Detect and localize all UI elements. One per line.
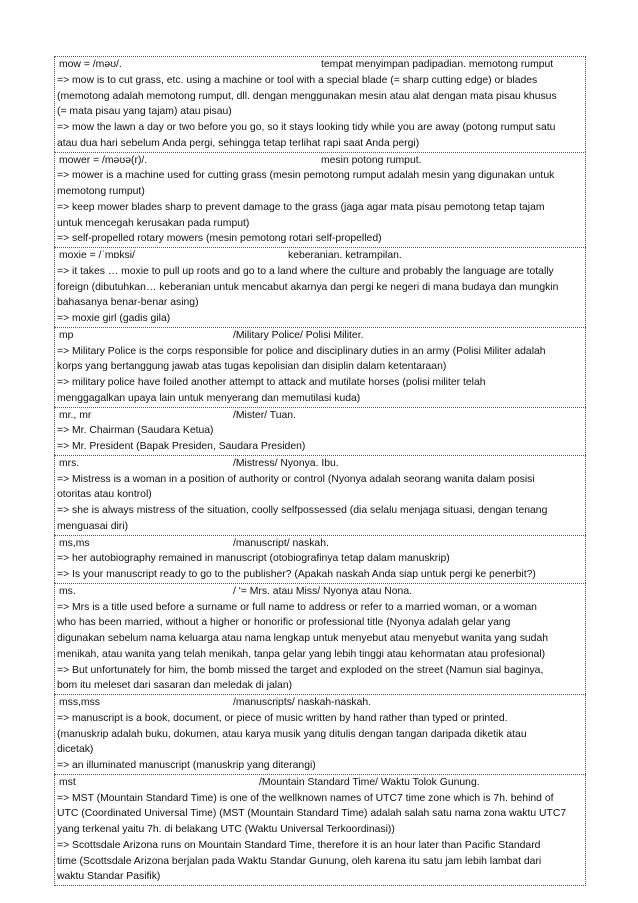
entry-line: => moxie girl (gadis gila)	[57, 313, 171, 324]
entry-term: mr., mr	[59, 409, 92, 421]
entry-mst	[54, 774, 586, 886]
entry-line: untuk mencegah kerusakan pada rumput)	[57, 217, 250, 229]
entry-term: mrs.	[59, 457, 80, 469]
entry-line: menggagalkan upaya lain untuk menyerang dan memutilasi kuda)	[57, 392, 361, 404]
entry-line: => Scottsdale Arizona runs on Mountain Standard Time, therefore it is an hour later than Pacific Standard	[57, 839, 541, 851]
entry-line: bom itu meleset dari sasaran dan meledak di jalan)	[57, 680, 293, 692]
entry-line: UTC (Coordinated Universal Time) (MST (Mountain Standard Time) adalah salah satu nama zona waktu UTC7	[57, 808, 567, 820]
entry-line: (manuskrip adalah buku, dokumen, atau karya musik yang ditulis dengan tangan daripada diketik atau	[57, 728, 527, 740]
entry-line: otoritas atau kontrol)	[57, 489, 152, 501]
entry-term: ms,ms	[59, 537, 90, 549]
entry-line: => mow is to cut grass, etc. using a machine or tool with a special blade (= sharp cutting edge) or blades	[57, 74, 538, 86]
entry-line: => military police have foiled another attempt to attack and mutilate horses (polisi militer telah	[57, 377, 486, 388]
entry-line: => mow the lawn a day or two before you go, so it stays looking tidy while you are away (potong rumput satu	[57, 122, 556, 133]
entry-line: who has been married, without a higher or honorific or professional title (Nyonya adalah gelar yang	[57, 617, 511, 629]
entry-ms-title	[54, 583, 586, 694]
dictionary-page	[54, 56, 586, 886]
entry-line: yang terkenal yaitu 7h. di belakang UTC (Waktu Universal Terkoordinasi))	[57, 824, 395, 835]
entry-line: => an illuminated manuscript (manuskrip yang diterangi)	[57, 760, 316, 771]
entry-head	[57, 248, 583, 264]
entry-mp	[54, 327, 586, 407]
entry-line: memotong rumput)	[57, 186, 145, 197]
entry-term: ms.	[59, 585, 76, 597]
entry-gloss: keberanian. ketrampilan.	[288, 250, 402, 261]
entry-line: => Mr. Chairman (Saudara Ketua)	[57, 425, 214, 437]
entry-head	[57, 456, 583, 472]
entry-line: => she is always mistress of the situation, coolly selfpossessed (dia selalu menjaga situasi, dengan tenang	[57, 505, 548, 516]
entry-line: => her autobiography remained in manuscript (otobiografinya tetap dalam manuskrip)	[57, 553, 450, 565]
entry-mrs	[54, 455, 586, 535]
entry-line: => Mr. President (Bapak Presiden, Saudara Presiden)	[57, 441, 306, 452]
entry-gloss: /Mountain Standard Time/ Waktu Tolok Gunung.	[259, 776, 480, 788]
entry-moxie	[54, 247, 586, 327]
entry-term: mss,mss	[59, 697, 100, 708]
entry-line: => Is your manuscript ready to go to the publisher? (Apakah naskah Anda siap untuk pergi ke penerbit?)	[57, 569, 536, 580]
entry-head	[57, 153, 583, 169]
entry-line: => Mrs is a title used before a surname or full name to address or refer to a married woman, or a woman	[57, 601, 537, 613]
entry-term: mower = /məʊə(r)/.	[59, 154, 148, 166]
entry-line: => mower is a machine used for cutting grass (mesin pemotong rumput adalah mesin yang digunakan untuk	[57, 170, 555, 182]
entry-mss	[54, 694, 586, 774]
entry-line: => Military Police is the corps responsible for police and disciplinary duties in an army (Polisi Militer adalah	[57, 345, 546, 357]
entry-line: => keep mower blades sharp to prevent damage to the grass (jaga agar mata pisau pemotong tetap tajam	[57, 201, 545, 213]
entry-term: mow = /məʊ/.	[59, 59, 122, 70]
entry-head	[57, 408, 583, 424]
entry-line: waktu Standar Pasifik)	[57, 871, 161, 883]
entry-gloss: /Mistress/ Nyonya. Ibu.	[233, 457, 339, 469]
entry-line: => it takes … moxie to pull up roots and go to a land where the culture and probably the language are totally	[57, 265, 554, 277]
entry-mow	[54, 56, 586, 152]
entry-line: => But unfortunately for him, the bomb missed the target and exploded on the street (Namun sial baginya,	[57, 664, 544, 676]
entry-gloss: / '= Mrs. atau Miss/ Nyonya atau Nona.	[233, 585, 412, 597]
entry-line: => self-propelled rotary mowers (mesin pemotong rotari self-propelled)	[57, 233, 382, 245]
entry-line: korps yang bertanggung jawab atas tugas kepolisian dan disiplin dalam ketentaraan)	[57, 361, 447, 373]
entry-line: => MST (Mountain Standard Time) is one of the wellknown names of UTC7 time zone which is 7h. behind of	[57, 792, 554, 804]
entry-term: mp	[59, 329, 74, 341]
entry-line: time (Scottsdale Arizona berjalan pada Waktu Standar Gunung, oleh karena itu satu jam lebih lambat dari	[57, 855, 542, 867]
entry-head	[57, 57, 583, 73]
entry-term: mst	[59, 776, 76, 788]
entry-line: menguasai diri)	[57, 520, 129, 532]
entry-gloss: /Mister/ Tuan.	[233, 409, 296, 421]
entry-head	[57, 775, 583, 791]
entry-line: bahasanya benar-benar asing)	[57, 297, 199, 309]
entry-gloss: mesin potong rumput.	[321, 154, 422, 166]
entry-line: => Mistress is a woman in a position of authority or control (Nyonya adalah seorang wanita dalam posisi	[57, 473, 535, 485]
entry-term: moxie = /ˈmɒksi/	[59, 250, 135, 261]
entry-line: atau dua hari sebelum Anda pergi, sehingga tetap terlihat rapi saat Anda pergi)	[57, 137, 420, 149]
entry-head	[57, 584, 583, 600]
entry-mr	[54, 407, 586, 455]
entry-head	[57, 695, 583, 711]
entry-gloss: /manuscripts/ naskah-naskah.	[233, 697, 372, 708]
entry-line: => manuscript is a book, document, or piece of music written by hand rather than typed or printed.	[57, 712, 508, 724]
entry-line: dicetak)	[57, 744, 94, 756]
entry-line: (memotong adalah memotong rumput, dll. dengan menggunakan mesin atau alat dengan mata pisau khusus	[57, 90, 557, 102]
entry-gloss: tempat menyimpan padipadian. memotong rumput	[321, 59, 554, 70]
entry-line: menikah, atau wanita yang telah menikah, tanpa gelar yang lebih tinggi atau kehormatan atau profesional)	[57, 648, 546, 660]
entry-gloss: /manuscript/ naskah.	[233, 537, 329, 549]
entry-line: (= mata pisau yang tajam) atau pisau)	[57, 106, 232, 118]
entry-gloss: /Military Police/ Polisi Militer.	[233, 329, 364, 341]
entry-head	[57, 328, 583, 344]
entry-line: foreign (dibutuhkan… keberanian untuk mencabut akarnya dan pergi ke negeri di mana budaya dan mungkin	[57, 281, 559, 293]
entry-ms-manuscript	[54, 535, 586, 583]
entry-line: digunakan sebelum nama keluarga atau nama lengkap untuk menyebut atau menyebut wanita yang sudah	[57, 633, 549, 644]
entry-mower	[54, 152, 586, 248]
entry-head	[57, 536, 583, 552]
